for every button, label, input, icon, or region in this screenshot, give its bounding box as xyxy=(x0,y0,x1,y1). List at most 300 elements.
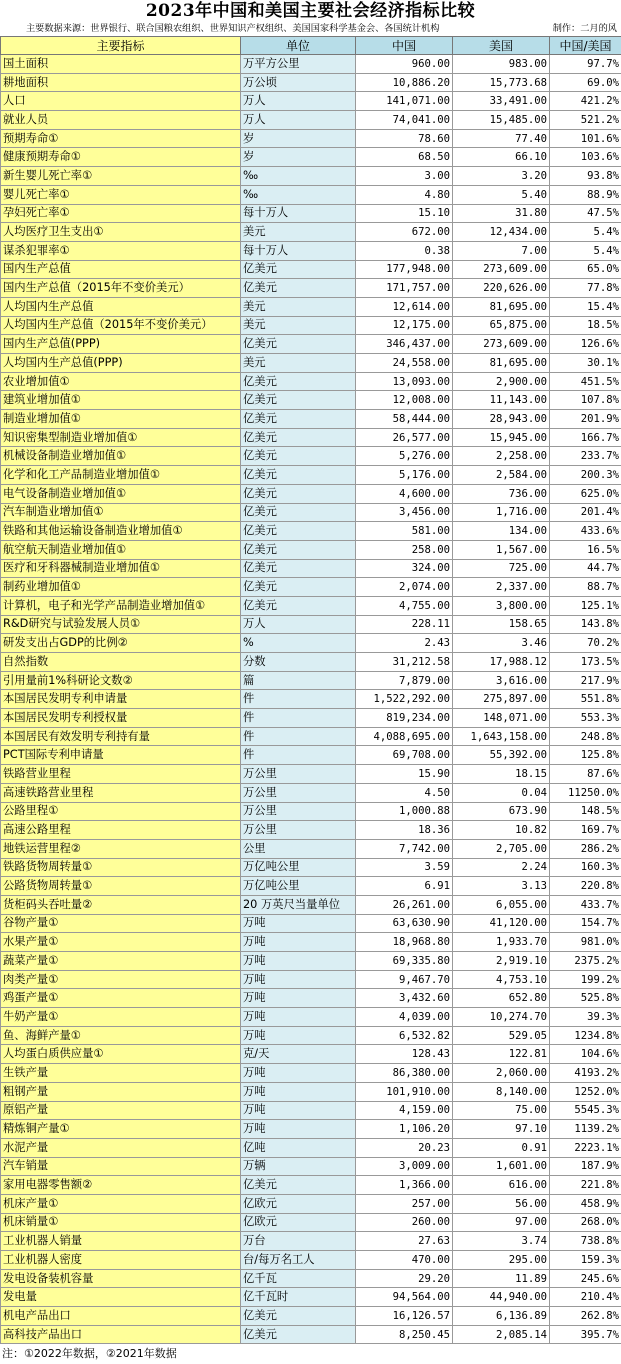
china-value-cell: 819,234.00 xyxy=(356,709,453,728)
table-row xyxy=(1,709,621,728)
usa-value-cell: 8,140.00 xyxy=(453,1082,550,1101)
indicator-cell: 高科技产品出口 xyxy=(1,1325,241,1344)
table-row xyxy=(1,447,621,466)
china-value-cell: 26,261.00 xyxy=(356,895,453,914)
china-value-cell: 3,456.00 xyxy=(356,503,453,522)
indicator-cell: 新生婴儿死亡率① xyxy=(1,167,241,186)
ratio-cell: 44.7% xyxy=(550,559,621,578)
ratio-cell: 268.0% xyxy=(550,1213,621,1232)
usa-value-cell: 6,136.89 xyxy=(453,1307,550,1326)
ratio-cell: 5.4% xyxy=(550,223,621,242)
table-row xyxy=(1,671,621,690)
unit-cell: 分数 xyxy=(241,653,356,672)
usa-value-cell: 77.40 xyxy=(453,129,550,148)
ratio-cell: 88.9% xyxy=(550,185,621,204)
indicator-cell: 谷物产量① xyxy=(1,914,241,933)
table-row xyxy=(1,989,621,1008)
unit-cell: 亿欧元 xyxy=(241,1213,356,1232)
china-value-cell: 12,175.00 xyxy=(356,316,453,335)
usa-value-cell: 2,258.00 xyxy=(453,447,550,466)
usa-value-cell: 18.15 xyxy=(453,765,550,784)
author-credit: 制作：二月的风 xyxy=(553,22,617,36)
indicator-cell: 本国居民发明专利授权量 xyxy=(1,709,241,728)
unit-cell: 篇 xyxy=(241,671,356,690)
china-value-cell: 960.00 xyxy=(356,55,453,74)
unit-cell: 美元 xyxy=(241,297,356,316)
unit-cell: 亿美元 xyxy=(241,1176,356,1195)
china-value-cell: 4.50 xyxy=(356,783,453,802)
unit-cell: 美元 xyxy=(241,316,356,335)
unit-cell: 万吨 xyxy=(241,1064,356,1083)
indicator-cell: 人均蛋白质供应量① xyxy=(1,1045,241,1064)
ratio-cell: 88.7% xyxy=(550,578,621,597)
indicator-cell: 汽车销量 xyxy=(1,1157,241,1176)
indicator-cell: 高速铁路营业里程 xyxy=(1,783,241,802)
china-value-cell: 324.00 xyxy=(356,559,453,578)
ratio-cell: 1234.8% xyxy=(550,1026,621,1045)
table-row xyxy=(1,354,621,373)
table-row xyxy=(1,1194,621,1213)
usa-value-cell: 273,609.00 xyxy=(453,335,550,354)
table-row xyxy=(1,241,621,260)
indicator-cell: 建筑业增加值① xyxy=(1,391,241,410)
table-row xyxy=(1,933,621,952)
unit-cell: 亿美元 xyxy=(241,578,356,597)
indicator-cell: 人均国内生产总值（2015年不变价美元） xyxy=(1,316,241,335)
china-value-cell: 74,041.00 xyxy=(356,111,453,130)
ratio-cell: 221.8% xyxy=(550,1176,621,1195)
china-value-cell: 8,250.45 xyxy=(356,1325,453,1344)
unit-cell: 20 万英尺当量单位 xyxy=(241,895,356,914)
table-row xyxy=(1,503,621,522)
ratio-cell: 166.7% xyxy=(550,428,621,447)
ratio-cell: 15.4% xyxy=(550,297,621,316)
usa-value-cell: 10.82 xyxy=(453,821,550,840)
unit-cell: 件 xyxy=(241,709,356,728)
unit-cell: 亿美元 xyxy=(241,335,356,354)
china-value-cell: 171,757.00 xyxy=(356,279,453,298)
china-value-cell: 581.00 xyxy=(356,522,453,541)
usa-value-cell: 3,800.00 xyxy=(453,596,550,615)
china-value-cell: 94,564.00 xyxy=(356,1288,453,1307)
table-row xyxy=(1,1232,621,1251)
unit-cell: 每十万人 xyxy=(241,241,356,260)
indicator-cell: 货柜码头吞吐量② xyxy=(1,895,241,914)
unit-cell: 亿美元 xyxy=(241,466,356,485)
indicator-cell: 国内生产总值（2015年不变价美元） xyxy=(1,279,241,298)
usa-value-cell: 1,601.00 xyxy=(453,1157,550,1176)
usa-value-cell: 6,055.00 xyxy=(453,895,550,914)
table-row xyxy=(1,1325,621,1344)
ratio-cell: 104.6% xyxy=(550,1045,621,1064)
usa-value-cell: 3.13 xyxy=(453,877,550,896)
china-value-cell: 2.43 xyxy=(356,634,453,653)
unit-cell: 万人 xyxy=(241,615,356,634)
china-value-cell: 69,335.80 xyxy=(356,952,453,971)
china-value-cell: 2,074.00 xyxy=(356,578,453,597)
indicator-cell: 机床销量① xyxy=(1,1213,241,1232)
china-value-cell: 6.91 xyxy=(356,877,453,896)
unit-cell: 亿吨 xyxy=(241,1138,356,1157)
ratio-cell: 187.9% xyxy=(550,1157,621,1176)
ratio-cell: 16.5% xyxy=(550,540,621,559)
ratio-cell: 200.3% xyxy=(550,466,621,485)
unit-cell: 万吨 xyxy=(241,1026,356,1045)
table-row xyxy=(1,1251,621,1270)
comparison-table xyxy=(0,36,621,1344)
ratio-cell: 65.0% xyxy=(550,260,621,279)
ratio-cell: 126.6% xyxy=(550,335,621,354)
ratio-cell: 148.5% xyxy=(550,802,621,821)
usa-value-cell: 10,274.70 xyxy=(453,1008,550,1027)
unit-cell: 亿美元 xyxy=(241,372,356,391)
table-row xyxy=(1,316,621,335)
indicator-cell: 工业机器人密度 xyxy=(1,1251,241,1270)
indicator-cell: 国内生产总值 xyxy=(1,260,241,279)
usa-value-cell: 122.81 xyxy=(453,1045,550,1064)
usa-value-cell: 33,491.00 xyxy=(453,92,550,111)
usa-value-cell: 2,919.10 xyxy=(453,952,550,971)
indicator-cell: 农业增加值① xyxy=(1,372,241,391)
usa-value-cell: 44,940.00 xyxy=(453,1288,550,1307)
table-row xyxy=(1,466,621,485)
table-row xyxy=(1,1138,621,1157)
table-row xyxy=(1,92,621,111)
indicator-cell: 工业机器人销量 xyxy=(1,1232,241,1251)
unit-cell: 万吨 xyxy=(241,989,356,1008)
usa-value-cell: 3,616.00 xyxy=(453,671,550,690)
indicator-cell: 人均国内生产总值 xyxy=(1,297,241,316)
ratio-cell: 210.4% xyxy=(550,1288,621,1307)
usa-value-cell: 295.00 xyxy=(453,1251,550,1270)
usa-value-cell: 529.05 xyxy=(453,1026,550,1045)
usa-value-cell: 17,988.12 xyxy=(453,653,550,672)
unit-cell: 万公里 xyxy=(241,802,356,821)
china-value-cell: 16,126.57 xyxy=(356,1307,453,1326)
china-value-cell: 13,093.00 xyxy=(356,372,453,391)
ratio-cell: 87.6% xyxy=(550,765,621,784)
table-row xyxy=(1,783,621,802)
china-value-cell: 470.00 xyxy=(356,1251,453,1270)
usa-value-cell: 220,626.00 xyxy=(453,279,550,298)
unit-cell: 万吨 xyxy=(241,1008,356,1027)
ratio-cell: 201.9% xyxy=(550,410,621,429)
unit-cell: 公里 xyxy=(241,839,356,858)
unit-cell: 亿千瓦 xyxy=(241,1269,356,1288)
table-row xyxy=(1,260,621,279)
unit-cell: 亿美元 xyxy=(241,410,356,429)
china-value-cell: 7,879.00 xyxy=(356,671,453,690)
ratio-cell: 525.8% xyxy=(550,989,621,1008)
table-row xyxy=(1,1008,621,1027)
usa-value-cell: 2.24 xyxy=(453,858,550,877)
indicator-cell: 国土面积 xyxy=(1,55,241,74)
table-row xyxy=(1,765,621,784)
header-china: 中国 xyxy=(356,37,453,55)
indicator-cell: 汽车制造业增加值① xyxy=(1,503,241,522)
ratio-cell: 738.8% xyxy=(550,1232,621,1251)
indicator-cell: 制造业增加值① xyxy=(1,410,241,429)
table-row xyxy=(1,1045,621,1064)
ratio-cell: 5.4% xyxy=(550,241,621,260)
unit-cell: 亿美元 xyxy=(241,596,356,615)
ratio-cell: 521.2% xyxy=(550,111,621,130)
usa-value-cell: 983.00 xyxy=(453,55,550,74)
usa-value-cell: 15,485.00 xyxy=(453,111,550,130)
ratio-cell: 395.7% xyxy=(550,1325,621,1344)
table-row xyxy=(1,559,621,578)
indicator-cell: 肉类产量① xyxy=(1,970,241,989)
indicator-cell: 就业人员 xyxy=(1,111,241,130)
usa-value-cell: 65,875.00 xyxy=(453,316,550,335)
usa-value-cell: 75.00 xyxy=(453,1101,550,1120)
ratio-cell: 11250.0% xyxy=(550,783,621,802)
unit-cell: 亿美元 xyxy=(241,391,356,410)
ratio-cell: 245.6% xyxy=(550,1269,621,1288)
ratio-cell: 421.2% xyxy=(550,92,621,111)
indicator-cell: 健康预期寿命① xyxy=(1,148,241,167)
china-value-cell: 78.60 xyxy=(356,129,453,148)
ratio-cell: 69.0% xyxy=(550,73,621,92)
ratio-cell: 18.5% xyxy=(550,316,621,335)
table-row xyxy=(1,55,621,74)
unit-cell: 台/每万名工人 xyxy=(241,1251,356,1270)
usa-value-cell: 3.74 xyxy=(453,1232,550,1251)
china-value-cell: 10,886.20 xyxy=(356,73,453,92)
table-row xyxy=(1,1120,621,1139)
ratio-cell: 125.1% xyxy=(550,596,621,615)
unit-cell: 万亿吨公里 xyxy=(241,877,356,896)
unit-cell: 万吨 xyxy=(241,952,356,971)
indicator-cell: 人均医疗卫生支出① xyxy=(1,223,241,242)
usa-value-cell: 15,945.00 xyxy=(453,428,550,447)
unit-cell: 亿美元 xyxy=(241,279,356,298)
usa-value-cell: 1,933.70 xyxy=(453,933,550,952)
usa-value-cell: 3.20 xyxy=(453,167,550,186)
indicator-cell: 蔬菜产量① xyxy=(1,952,241,971)
china-value-cell: 4,088,695.00 xyxy=(356,727,453,746)
china-value-cell: 5,276.00 xyxy=(356,447,453,466)
unit-cell: 岁 xyxy=(241,129,356,148)
usa-value-cell: 275,897.00 xyxy=(453,690,550,709)
china-value-cell: 141,071.00 xyxy=(356,92,453,111)
usa-value-cell: 56.00 xyxy=(453,1194,550,1213)
unit-cell: 亿美元 xyxy=(241,484,356,503)
usa-value-cell: 81,695.00 xyxy=(453,297,550,316)
unit-cell: 美元 xyxy=(241,223,356,242)
china-value-cell: 1,522,292.00 xyxy=(356,690,453,709)
usa-value-cell: 2,337.00 xyxy=(453,578,550,597)
ratio-cell: 1139.2% xyxy=(550,1120,621,1139)
table-row xyxy=(1,615,621,634)
indicator-cell: 计算机，电子和光学产品制造业增加值① xyxy=(1,596,241,615)
ratio-cell: 2375.2% xyxy=(550,952,621,971)
unit-cell: 亿欧元 xyxy=(241,1194,356,1213)
indicator-cell: 国内生产总值(PPP) xyxy=(1,335,241,354)
indicator-cell: 孕妇死亡率① xyxy=(1,204,241,223)
china-value-cell: 4,755.00 xyxy=(356,596,453,615)
unit-cell: % xyxy=(241,634,356,653)
indicator-cell: 高速公路里程 xyxy=(1,821,241,840)
china-value-cell: 12,614.00 xyxy=(356,297,453,316)
indicator-cell: 地铁运营里程② xyxy=(1,839,241,858)
table-row xyxy=(1,690,621,709)
table-row xyxy=(1,129,621,148)
table-row xyxy=(1,185,621,204)
usa-value-cell: 158.65 xyxy=(453,615,550,634)
ratio-cell: 433.7% xyxy=(550,895,621,914)
unit-cell: 万吨 xyxy=(241,933,356,952)
ratio-cell: 169.7% xyxy=(550,821,621,840)
table-row xyxy=(1,578,621,597)
unit-cell: 万人 xyxy=(241,92,356,111)
ratio-cell: 625.0% xyxy=(550,484,621,503)
china-value-cell: 18,968.80 xyxy=(356,933,453,952)
unit-cell: 万吨 xyxy=(241,1101,356,1120)
table-row xyxy=(1,428,621,447)
table-row xyxy=(1,1307,621,1326)
ratio-cell: 101.6% xyxy=(550,129,621,148)
table-row xyxy=(1,970,621,989)
table-row xyxy=(1,1082,621,1101)
usa-value-cell: 2,060.00 xyxy=(453,1064,550,1083)
china-value-cell: 346,437.00 xyxy=(356,335,453,354)
china-value-cell: 68.50 xyxy=(356,148,453,167)
usa-value-cell: 2,085.14 xyxy=(453,1325,550,1344)
usa-value-cell: 2,584.00 xyxy=(453,466,550,485)
table-row xyxy=(1,895,621,914)
indicator-cell: 人口 xyxy=(1,92,241,111)
china-value-cell: 3,009.00 xyxy=(356,1157,453,1176)
usa-value-cell: 66.10 xyxy=(453,148,550,167)
indicator-cell: 家用电器零售额② xyxy=(1,1176,241,1195)
china-value-cell: 6,532.82 xyxy=(356,1026,453,1045)
usa-value-cell: 5.40 xyxy=(453,185,550,204)
table-row xyxy=(1,1101,621,1120)
usa-value-cell: 4,753.10 xyxy=(453,970,550,989)
china-value-cell: 7,742.00 xyxy=(356,839,453,858)
unit-cell: 万公里 xyxy=(241,783,356,802)
unit-cell: 亿美元 xyxy=(241,428,356,447)
indicator-cell: 生铁产量 xyxy=(1,1064,241,1083)
table-row xyxy=(1,802,621,821)
indicator-cell: 化学和化工产品制造业增加值① xyxy=(1,466,241,485)
header-unit: 单位 xyxy=(241,37,356,55)
table-row xyxy=(1,858,621,877)
table-row xyxy=(1,952,621,971)
usa-value-cell: 11,143.00 xyxy=(453,391,550,410)
table-row xyxy=(1,821,621,840)
china-value-cell: 0.38 xyxy=(356,241,453,260)
ratio-cell: 1252.0% xyxy=(550,1082,621,1101)
china-value-cell: 260.00 xyxy=(356,1213,453,1232)
usa-value-cell: 97.00 xyxy=(453,1213,550,1232)
table-row xyxy=(1,727,621,746)
china-value-cell: 26,577.00 xyxy=(356,428,453,447)
header-indicator: 主要指标 xyxy=(1,37,241,55)
china-value-cell: 672.00 xyxy=(356,223,453,242)
unit-cell: 亿美元 xyxy=(241,447,356,466)
indicator-cell: 发电设备装机容量 xyxy=(1,1269,241,1288)
unit-cell: 万台 xyxy=(241,1232,356,1251)
unit-cell: 万公里 xyxy=(241,821,356,840)
unit-cell: 亿美元 xyxy=(241,559,356,578)
source-line xyxy=(0,22,621,36)
table-row xyxy=(1,223,621,242)
table-row xyxy=(1,335,621,354)
indicator-cell: 牛奶产量① xyxy=(1,1008,241,1027)
china-value-cell: 3,432.60 xyxy=(356,989,453,1008)
table-row xyxy=(1,1064,621,1083)
table-row xyxy=(1,653,621,672)
ratio-cell: 286.2% xyxy=(550,839,621,858)
table-row xyxy=(1,1269,621,1288)
china-value-cell: 4,159.00 xyxy=(356,1101,453,1120)
page-title: 2023年中国和美国主要社会经济指标比较 xyxy=(0,0,621,22)
unit-cell: 件 xyxy=(241,690,356,709)
indicator-cell: 人均国内生产总值(PPP) xyxy=(1,354,241,373)
unit-cell: 亿美元 xyxy=(241,540,356,559)
indicator-cell: 公路货物周转量① xyxy=(1,877,241,896)
table-row xyxy=(1,596,621,615)
ratio-cell: 47.5% xyxy=(550,204,621,223)
china-value-cell: 257.00 xyxy=(356,1194,453,1213)
table-row xyxy=(1,148,621,167)
usa-value-cell: 0.91 xyxy=(453,1138,550,1157)
header-ratio: 中国/美国 xyxy=(550,37,621,55)
ratio-cell: 143.8% xyxy=(550,615,621,634)
china-value-cell: 228.11 xyxy=(356,615,453,634)
china-value-cell: 3.59 xyxy=(356,858,453,877)
header-usa: 美国 xyxy=(453,37,550,55)
ratio-cell: 173.5% xyxy=(550,653,621,672)
indicator-cell: 铁路营业里程 xyxy=(1,765,241,784)
unit-cell: 亿千瓦时 xyxy=(241,1288,356,1307)
unit-cell: 美元 xyxy=(241,354,356,373)
unit-cell: 克/天 xyxy=(241,1045,356,1064)
usa-value-cell: 273,609.00 xyxy=(453,260,550,279)
unit-cell: 万公里 xyxy=(241,765,356,784)
ratio-cell: 458.9% xyxy=(550,1194,621,1213)
table-row xyxy=(1,634,621,653)
table-row xyxy=(1,1213,621,1232)
china-value-cell: 1,106.20 xyxy=(356,1120,453,1139)
unit-cell: 万人 xyxy=(241,111,356,130)
china-value-cell: 31,212.58 xyxy=(356,653,453,672)
unit-cell: 亿美元 xyxy=(241,522,356,541)
indicator-cell: 鱼、海鲜产量① xyxy=(1,1026,241,1045)
china-value-cell: 4.80 xyxy=(356,185,453,204)
usa-value-cell: 0.04 xyxy=(453,783,550,802)
indicator-cell: 耕地面积 xyxy=(1,73,241,92)
table-row xyxy=(1,111,621,130)
usa-value-cell: 12,434.00 xyxy=(453,223,550,242)
ratio-cell: 451.5% xyxy=(550,372,621,391)
ratio-cell: 4193.2% xyxy=(550,1064,621,1083)
table-row xyxy=(1,1176,621,1195)
indicator-cell: 鸡蛋产量① xyxy=(1,989,241,1008)
indicator-cell: 知识密集型制造业增加值① xyxy=(1,428,241,447)
usa-value-cell: 28,943.00 xyxy=(453,410,550,429)
china-value-cell: 69,708.00 xyxy=(356,746,453,765)
ratio-cell: 553.3% xyxy=(550,709,621,728)
usa-value-cell: 31.80 xyxy=(453,204,550,223)
unit-cell: 万吨 xyxy=(241,970,356,989)
ratio-cell: 551.8% xyxy=(550,690,621,709)
china-value-cell: 15.90 xyxy=(356,765,453,784)
indicator-cell: 水果产量① xyxy=(1,933,241,952)
table-row xyxy=(1,1026,621,1045)
